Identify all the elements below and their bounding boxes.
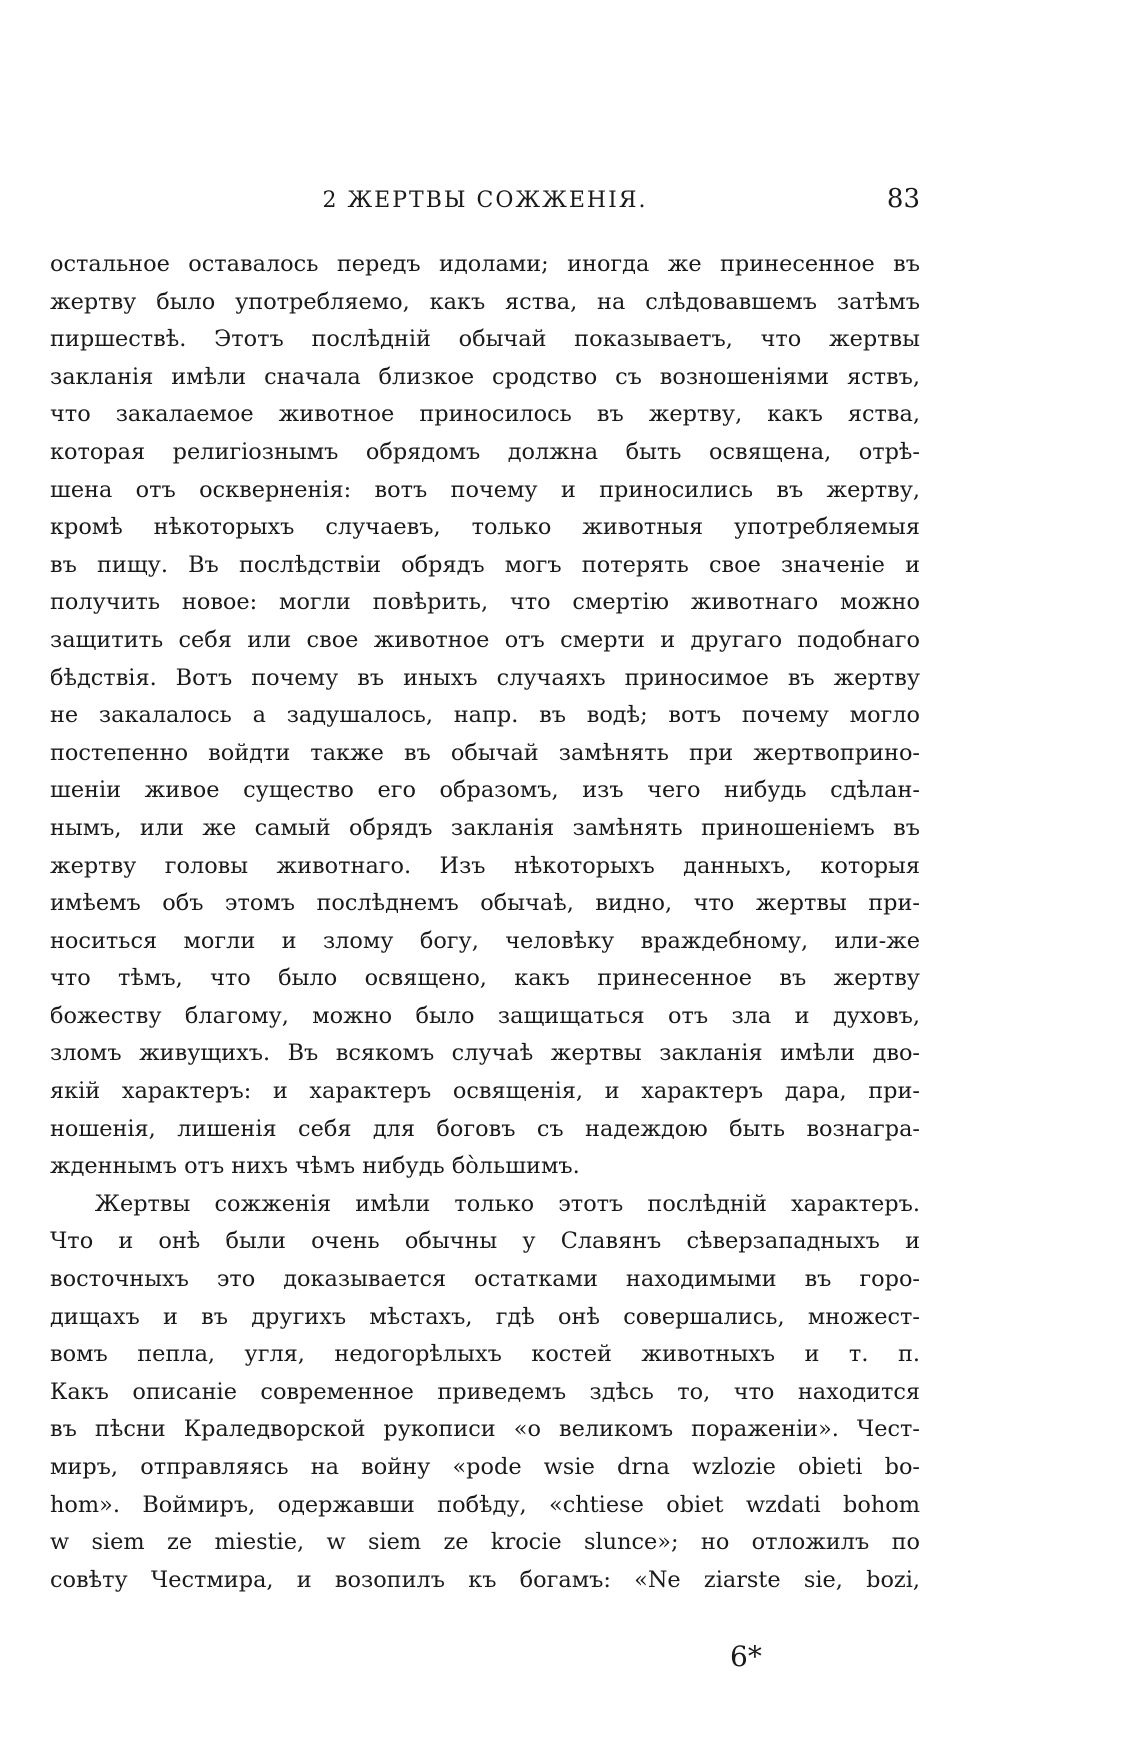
text-line: въ пѣсни Краледворской рукописи «о великомъ пораженіи». Чест- bbox=[50, 1416, 920, 1443]
text-line: шеніи живое существо его образомъ, изъ чего нибудь сдѣлан- bbox=[50, 777, 920, 804]
text-line: божеству благому, можно было защищаться отъ зла и духовъ, bbox=[50, 1002, 920, 1029]
page-number: 83 bbox=[886, 184, 920, 214]
text-line: что закалаемое животное приносилось въ жертву, какъ яства, bbox=[50, 401, 920, 428]
text-line: зломъ живущихъ. Въ всякомъ случаѣ жертвы закланія имѣли дво- bbox=[50, 1040, 920, 1067]
text-line: дищахъ и въ другихъ мѣстахъ, гдѣ онѣ совершались, множест- bbox=[50, 1303, 920, 1330]
body-text bbox=[50, 246, 920, 1599]
running-title: 2 ЖЕРТВЫ СОЖЖЕНІЯ. bbox=[322, 188, 648, 213]
printer-signature: 6* bbox=[730, 1640, 762, 1673]
text-line: которая религіознымъ обрядомъ должна быть освящена, отрѣ- bbox=[50, 438, 920, 465]
text-line: вомъ пепла, угля, недогорѣлыхъ костей животныхъ и т. п. bbox=[50, 1341, 920, 1368]
text-line: не закалалось а задушалось, напр. въ водѣ; вотъ почему могло bbox=[50, 702, 920, 729]
text-line: пиршествѣ. Этотъ послѣдній обычай показываетъ, что жертвы bbox=[50, 326, 920, 353]
text-line: остальное оставалось передъ идолами; иногда же принесенное въ bbox=[50, 251, 920, 277]
text-line: w siem ze miestie, w siem ze krocie slunce»; но отложилъ по bbox=[50, 1529, 920, 1556]
text-line: нымъ, или же самый обрядъ закланія замѣнять приношеніемъ въ bbox=[50, 814, 920, 841]
text-line: закланія имѣли сначала близкое сродство съ возношеніями яствъ, bbox=[50, 363, 920, 390]
text-line: совѣту Честмира, и возопилъ къ богамъ: «Ne ziarste sie, bozi, bbox=[50, 1566, 920, 1593]
text-line: имѣемъ объ этомъ послѣднемъ обычаѣ, видно, что жертвы при- bbox=[50, 890, 920, 917]
text-line: миръ, отправляясь на войну «pode wsie drna wzlozie obieti bo- bbox=[50, 1454, 920, 1480]
text-line: постепенно войдти также въ обычай замѣнять при жертвоприно- bbox=[50, 739, 920, 766]
text-line: жденнымъ отъ нихъ чѣмъ нибудь бо̀льшимъ. bbox=[50, 1153, 580, 1180]
page-header bbox=[50, 184, 920, 228]
text-line: Какъ описаніе современное приведемъ здѣсь то, что находится bbox=[50, 1378, 920, 1405]
text-line: кромѣ нѣкоторыхъ случаевъ, только животныя употребляемыя bbox=[50, 514, 920, 541]
text-line: что тѣмъ, что было освящено, какъ принесенное въ жертву bbox=[50, 965, 920, 992]
text-line: шена отъ оскверненія: вотъ почему и приносились въ жертву, bbox=[50, 476, 920, 503]
text-line: жертву было употребляемо, какъ яства, на слѣдовавшемъ затѣмъ bbox=[50, 288, 920, 315]
text-line: якій характеръ: и характеръ освященія, и характеръ дара, при- bbox=[50, 1078, 920, 1105]
text-line: Что и онѣ были очень обычны у Славянъ сѣверзападныхъ и bbox=[50, 1228, 920, 1255]
text-line: жертву головы животнаго. Изъ нѣкоторыхъ данныхъ, которыя bbox=[50, 852, 920, 879]
text-line: ношенія, лишенія себя для боговъ съ надеждою быть вознагра- bbox=[50, 1115, 920, 1142]
text-line: Жертвы сожженія имѣли только этотъ послѣдній характеръ. bbox=[94, 1190, 920, 1217]
text-line: защитить себя или свое животное отъ смерти и другаго подобнаго bbox=[50, 626, 920, 653]
text-line: носиться могли и злому богу, человѣку враждебному, или-же bbox=[50, 927, 920, 954]
text-line: получить новое: могли повѣрить, что смертію животнаго можно bbox=[50, 589, 920, 616]
text-line: въ пищу. Въ послѣдствіи обрядъ могъ потерять свое значеніе и bbox=[50, 551, 920, 578]
text-line: восточныхъ это доказывается остатками находимыми въ горо- bbox=[50, 1266, 920, 1293]
text-line: hom». Воймиръ, одержавши побѣду, «chtiese obiet wzdati bohom bbox=[50, 1491, 920, 1518]
text-line: бѣдствія. Вотъ почему въ иныхъ случаяхъ приносимое въ жертву bbox=[50, 664, 920, 691]
